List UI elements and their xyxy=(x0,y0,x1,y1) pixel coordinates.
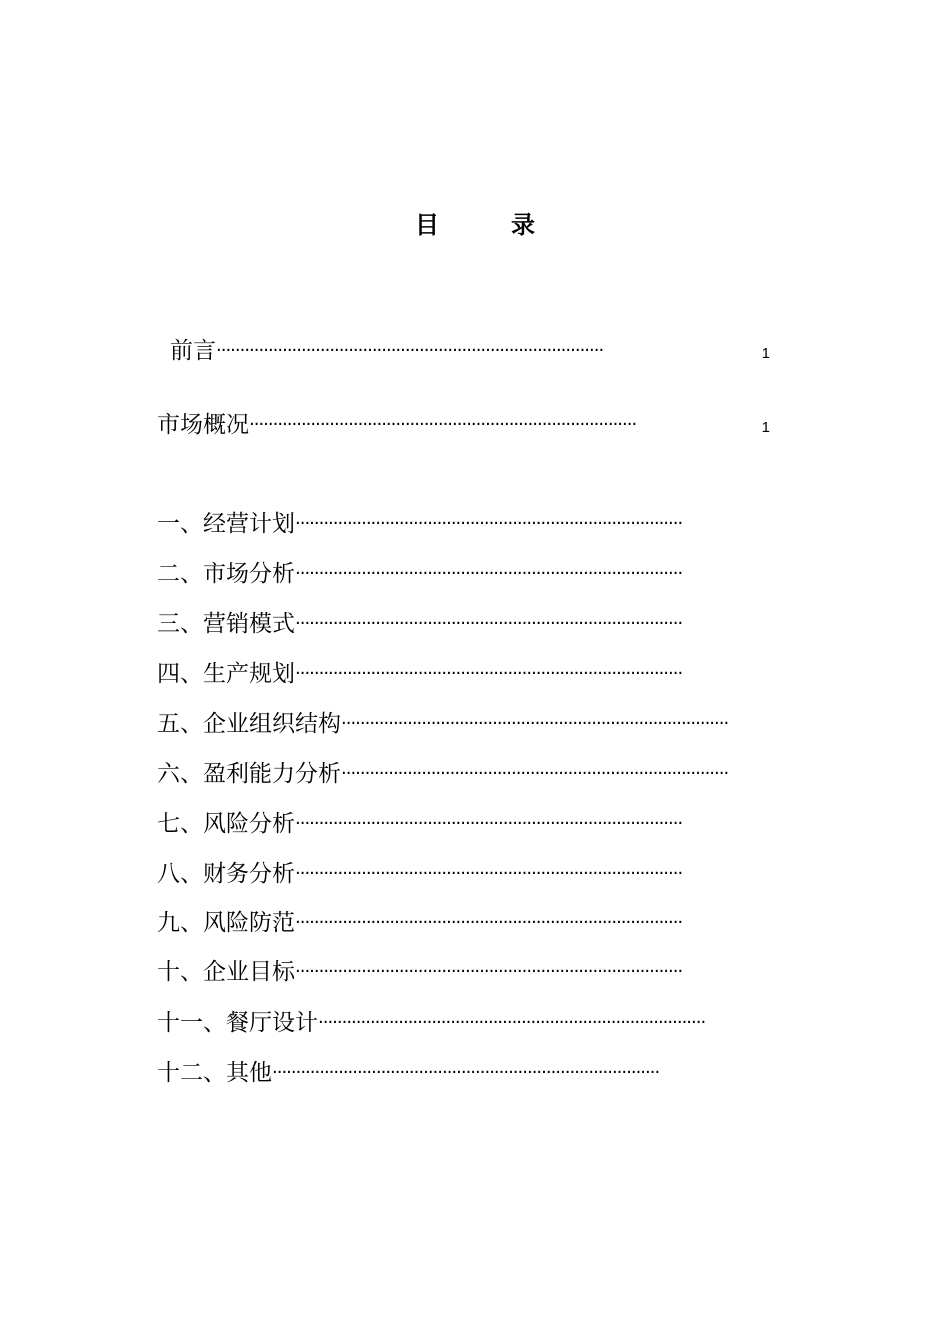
toc-dot-leader: ·················································································· xyxy=(295,563,683,584)
toc-dot-leader: ·················································································· xyxy=(295,912,683,933)
toc-entry-4[interactable] xyxy=(157,659,752,689)
toc-title: 目 录 xyxy=(415,211,559,239)
toc-entry-label: 四、生产规划 xyxy=(157,661,295,687)
toc-dot-leader: ·················································································· xyxy=(295,863,683,884)
toc-entry-9[interactable] xyxy=(157,908,752,938)
toc-dot-leader: ·················································································· xyxy=(295,513,683,534)
toc-dot-leader: ·················································································· xyxy=(341,763,729,784)
toc-entry-6[interactable] xyxy=(157,759,746,789)
toc-dot-leader: ·················································································· xyxy=(216,340,604,361)
toc-entry-label: 五、企业组织结构 xyxy=(157,711,341,737)
toc-entry-label: 十二、其他 xyxy=(157,1060,272,1086)
toc-entry-12[interactable] xyxy=(157,1058,746,1088)
toc-dot-leader: ·················································································· xyxy=(272,1062,660,1083)
toc-entry-2[interactable] xyxy=(157,559,752,589)
toc-dot-leader: ·················································································· xyxy=(249,414,637,435)
toc-page-number: 1 xyxy=(761,419,770,436)
toc-page-number: 1 xyxy=(761,345,770,362)
toc-entry-label: 八、财务分析 xyxy=(157,861,295,887)
toc-entry-10[interactable] xyxy=(157,957,752,987)
toc-entry-8[interactable] xyxy=(157,859,752,889)
toc-entry-market-overview[interactable] xyxy=(157,410,770,440)
toc-entry-label: 七、风险分析 xyxy=(157,811,295,837)
toc-entry-label: 市场概况 xyxy=(157,412,249,438)
toc-dot-leader: ·················································································· xyxy=(295,613,683,634)
toc-entry-11[interactable] xyxy=(157,1008,758,1038)
toc-dot-leader: ·················································································· xyxy=(295,961,683,982)
toc-entry-label: 二、市场分析 xyxy=(157,561,295,587)
toc-entry-label: 六、盈利能力分析 xyxy=(157,761,341,787)
toc-entry-label: 十、企业目标 xyxy=(157,959,295,985)
toc-dot-leader: ·················································································· xyxy=(295,813,683,834)
toc-entry-1[interactable] xyxy=(157,509,750,539)
toc-entry-label: 一、经营计划 xyxy=(157,511,295,537)
toc-entry-preface[interactable] xyxy=(170,336,770,366)
toc-dot-leader: ·················································································· xyxy=(341,713,729,734)
toc-entry-label: 十一、餐厅设计 xyxy=(157,1010,318,1036)
toc-entry-label: 前言 xyxy=(170,338,216,364)
toc-entry-label: 三、营销模式 xyxy=(157,611,295,637)
toc-entry-5[interactable] xyxy=(157,709,746,739)
toc-dot-leader: ·················································································· xyxy=(318,1012,706,1033)
toc-entry-3[interactable] xyxy=(157,609,752,639)
toc-entry-label: 九、风险防范 xyxy=(157,910,295,936)
toc-dot-leader: ·················································································· xyxy=(295,663,683,684)
toc-entry-7[interactable] xyxy=(157,809,752,839)
